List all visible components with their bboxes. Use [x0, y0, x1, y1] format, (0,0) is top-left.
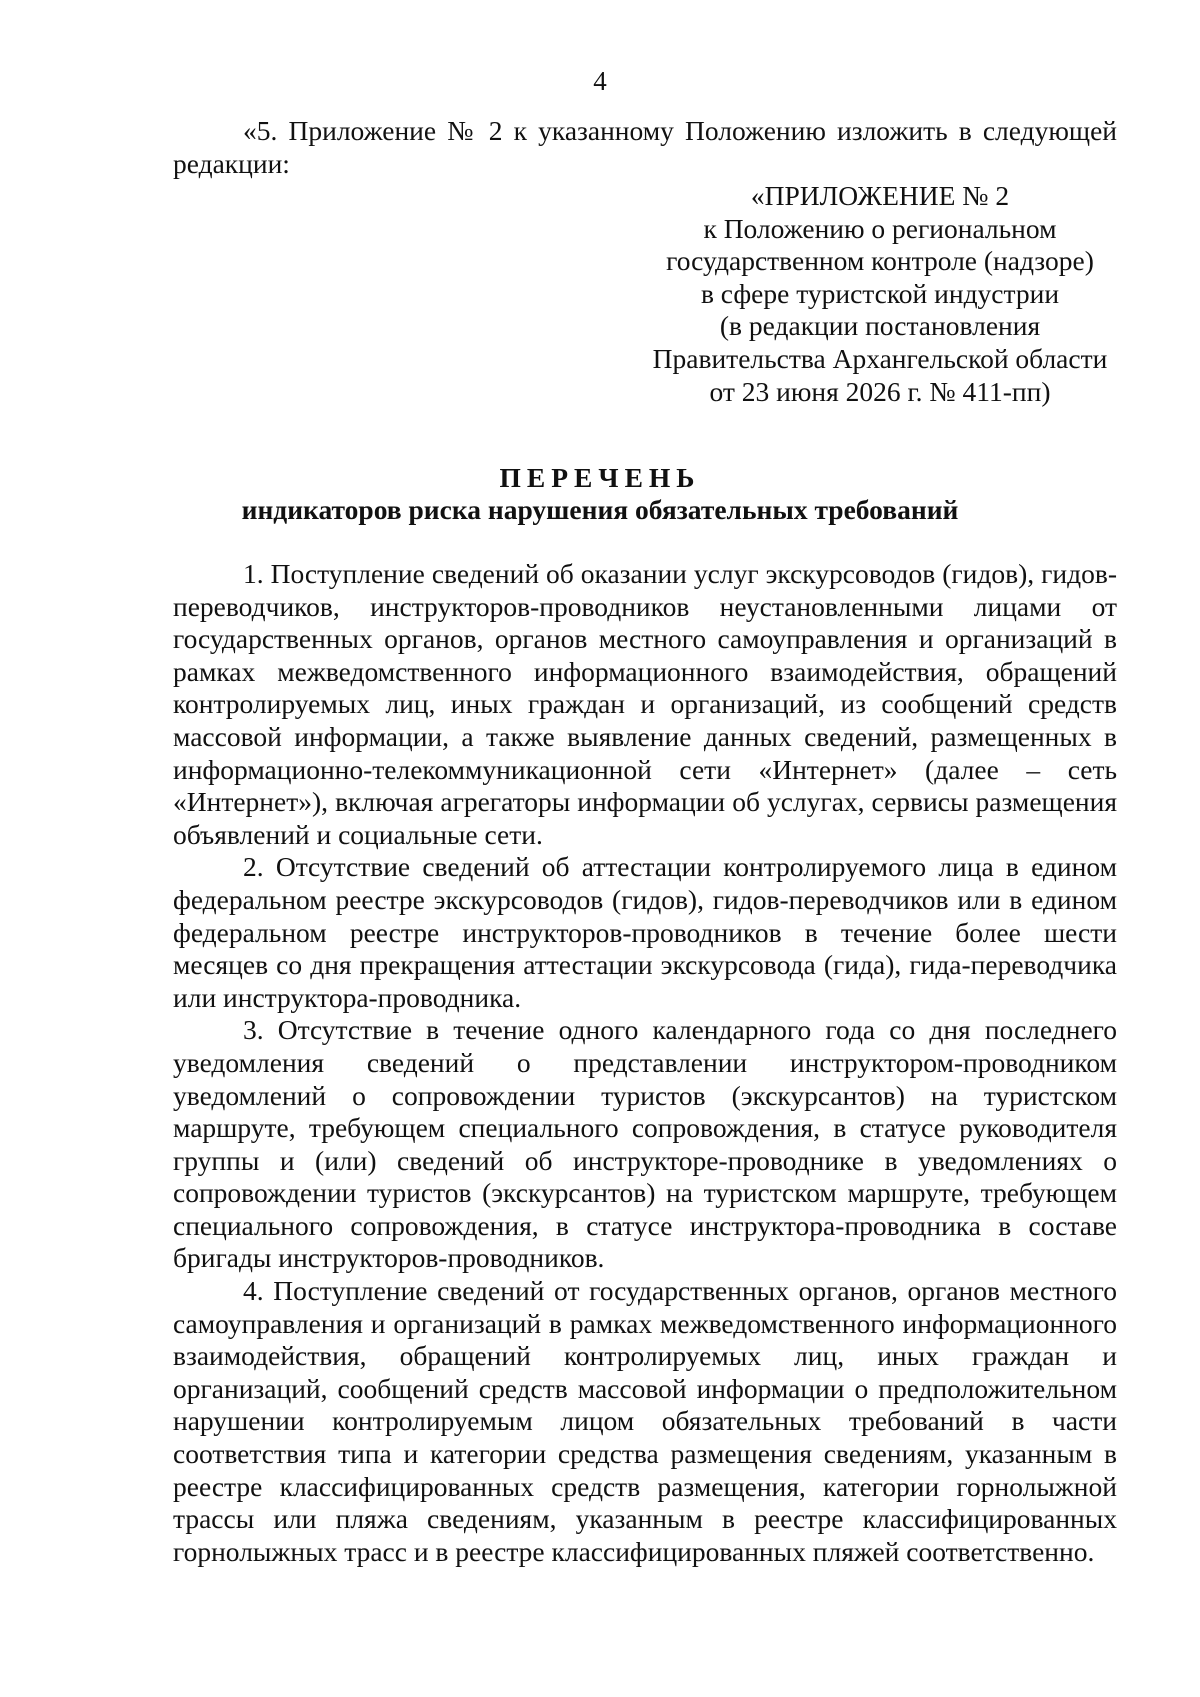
list-item: 1. Поступление сведений об оказании услуг экскурсоводов (гидов), гидов-переводчиков, инструкторов-проводников неустановленными лицами от государственных органов, органов местного самоуправления и организаций в рамках межведомственного информационного взаимодействия, обращений контролируемых лиц, иных граждан и организаций, из сообщений средств массовой информации, а также выявление данных сведений, размещенных в информационно-телекоммуникационной сети «Интернет» (далее – сеть «Интернет»), включая агрегаторы информации об услугах, сервисы размещения объявлений и социальные сети. [173, 558, 1117, 850]
list-item: 2. Отсутствие сведений об аттестации контролируемого лица в едином федеральном реестре экскурсоводов (гидов), гидов-переводчиков или в едином федеральном реестре инструкторов-проводников в течение более шести месяцев со дня прекращения аттестации экскурсовода (гида), гида-переводчика или инструктора-проводника. [173, 851, 1117, 1013]
appendix-line: «ПРИЛОЖЕНИЕ № 2 [750, 180, 1010, 211]
appendix-line: в сфере туристской индустрии [700, 277, 1060, 309]
appendix-line: государственном контроле (надзоре) [666, 245, 1094, 277]
risk-indicator-list [173, 558, 1117, 1568]
appendix-header [620, 180, 1140, 408]
appendix-line: (в редакции постановления [719, 310, 1041, 342]
list-title: ПЕРЕЧЕНЬ [499, 462, 701, 493]
list-item: 4. Поступление сведений от государственных органов, органов местного самоуправления и организаций в рамках межведомственного информационного взаимодействия, обращений контролируемых лиц, иных граждан и организаций, сообщений средств массовой информации о предположительном нарушении контролируемым лицом обязательных требований в части соответствия типа и категории средства размещения сведениям, указанным в реестре классифицированных средств размещения, категории горнолыжной трассы или пляжа сведениям, указанным в реестре классифицированных горнолыжных трасс и в реестре классифицированных пляжей соответственно. [173, 1275, 1117, 1567]
appendix-line: Правительства Архангельской области [652, 342, 1108, 374]
list-subtitle: индикаторов риска нарушения обязательных требований [241, 494, 959, 525]
appendix-line: к Положению о региональном [703, 212, 1057, 244]
intro-paragraph: «5. Приложение № 2 к указанному Положению изложить в следующей редакции: [173, 115, 1117, 179]
list-item: 3. Отсутствие в течение одного календарного года со дня последнего уведомления сведений о представлении инструктором-проводником уведомлений о сопровождении туристов (экскурсантов) на туристском маршруте, требующем специального сопровождения, в статусе руководителя группы и (или) сведений об инструкторе-проводнике в уведомлениях о сопровождении туристов (экскурсантов) на туристском маршруте, требующем специального сопровождения, в статусе инструктора-проводника в составе бригады инструкторов-проводников. [173, 1014, 1117, 1274]
page-number: 4 [593, 66, 607, 96]
appendix-line: от 23 июня 2026 г. № 411-пп) [709, 375, 1051, 407]
